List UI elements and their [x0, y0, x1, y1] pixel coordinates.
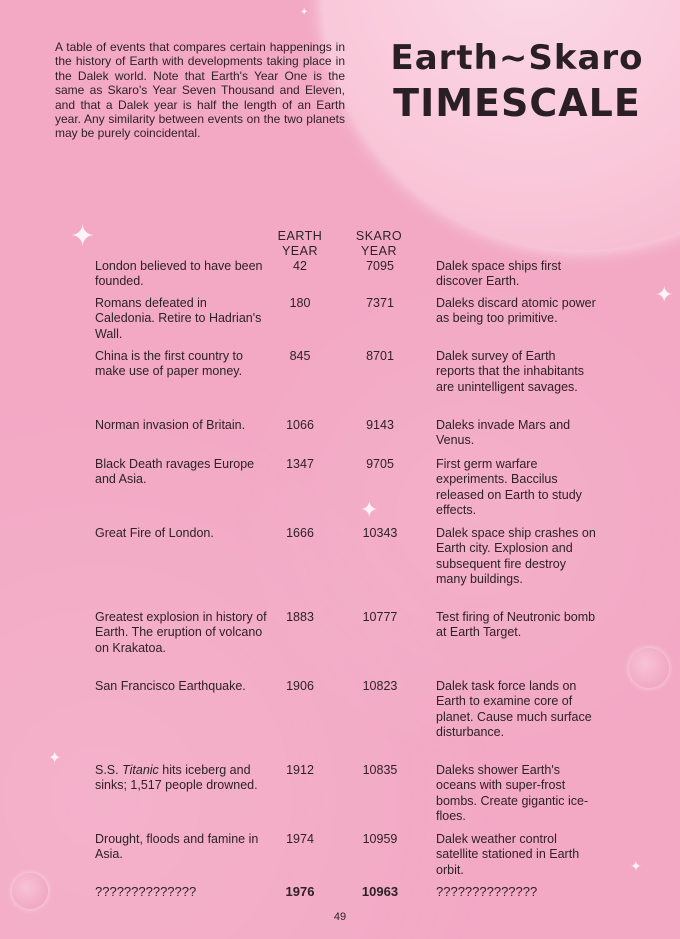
earth-year: 1347	[286, 457, 314, 471]
earth-event: Romans defeated in Caledonia. Retire to Hadrian's Wall.	[95, 296, 262, 341]
dalek-event: Dalek task force lands on Earth to examine core of planet. Cause much surface disturbance.	[436, 679, 592, 739]
header-text: YEAR	[281, 243, 319, 258]
star-sparkle: ✦	[48, 748, 62, 767]
skaro-year: 9143	[366, 418, 394, 432]
skaro-year: 10835	[362, 763, 398, 777]
earth-year: 1883	[286, 610, 314, 624]
dalek-event: Daleks shower Earth's oceans with super-frost bombs. Create gigantic ice-floes.	[436, 763, 589, 823]
earth-year: 1976	[285, 884, 315, 899]
skaro-year: 8701	[366, 349, 394, 363]
earth-event: Greatest explosion in history of Earth. The eruption of volcano on Krakatoa.	[95, 610, 267, 655]
skaro-year-header	[346, 229, 412, 258]
title-line-2: TIMESCALE	[393, 81, 641, 125]
earth-event: ??????????????	[95, 884, 197, 899]
dalek-event: Dalek weather control satellite stationed in Earth orbit.	[436, 832, 580, 877]
earth-event: Drought, floods and famine in Asia.	[95, 832, 259, 862]
earth-year: 42	[293, 259, 307, 273]
earth-event: London believed to have been founded.	[95, 259, 263, 289]
page-title	[382, 36, 652, 126]
skaro-year: 10777	[362, 610, 398, 624]
star-sparkle: ✦	[300, 7, 309, 18]
dalek-event: ??????????????	[436, 884, 538, 899]
event-text: hits iceberg and sinks; 1,517 people drowned.	[95, 763, 258, 793]
small-planet-illustration	[12, 873, 48, 909]
skaro-year: 10963	[361, 884, 399, 899]
dalek-event: Dalek space ships first discover Earth.	[436, 259, 562, 289]
dalek-event: First germ warfare experiments. Baccilus released on Earth to study effects.	[436, 457, 582, 517]
header-text: SKARO	[355, 229, 403, 243]
dalek-event: Daleks invade Mars and Venus.	[436, 418, 571, 448]
skaro-year: 10823	[362, 679, 398, 693]
event-text: S.S.	[95, 763, 123, 777]
skaro-year: 9705	[366, 457, 394, 471]
earth-event: San Francisco Earthquake.	[95, 679, 246, 693]
earth-year-header	[268, 229, 332, 258]
earth-event	[95, 763, 270, 794]
star-sparkle: ✦	[655, 283, 674, 308]
star-sparkle: ✦	[360, 498, 379, 523]
earth-year: 1912	[286, 763, 314, 777]
dalek-event: Daleks discard atomic power as being too primitive.	[436, 296, 596, 326]
earth-year: 180	[289, 296, 311, 310]
earth-event: Great Fire of London.	[95, 526, 214, 540]
small-planet-illustration	[629, 648, 669, 688]
skaro-year: 7095	[366, 259, 394, 273]
skaro-year: 10343	[362, 526, 398, 540]
star-sparkle: ✦	[70, 219, 96, 254]
earth-year: 845	[289, 349, 311, 363]
dalek-event: Dalek space ship crashes on Earth city. Explosion and subsequent fire destroy many buildings.	[436, 526, 596, 586]
earth-event: Black Death ravages Europe and Asia.	[95, 457, 255, 487]
star-sparkle: ✦	[630, 859, 642, 875]
earth-year: 1066	[286, 418, 314, 432]
earth-year: 1974	[286, 832, 314, 846]
earth-year: 1906	[286, 679, 314, 693]
earth-event: China is the first country to make use of paper money.	[95, 349, 243, 379]
skaro-year: 10959	[362, 832, 398, 846]
skaro-year: 7371	[366, 296, 394, 310]
dalek-event: Test firing of Neutronic bomb at Earth Target.	[436, 610, 596, 640]
earth-event: Norman invasion of Britain.	[95, 418, 246, 432]
page-number: 49	[333, 911, 347, 923]
header-text: EARTH	[277, 229, 323, 243]
ship-name: Titanic	[122, 763, 159, 777]
title-line-1: Earth~Skaro	[390, 38, 644, 78]
dalek-event: Dalek survey of Earth reports that the inhabitants are unintelligent savages.	[436, 349, 585, 394]
earth-year: 1666	[286, 526, 314, 540]
header-text: YEAR	[360, 243, 398, 258]
intro-paragraph: A table of events that compares certain happenings in the history of Earth with developments taking place in the Dalek world. Note that Earth's Year One is the same as Skaro's Year Seven Thousand and Eleven, and that a Dalek year is half the length of an Earth year. Any similarity between events on the two planets may be purely coincidental.	[55, 40, 345, 141]
